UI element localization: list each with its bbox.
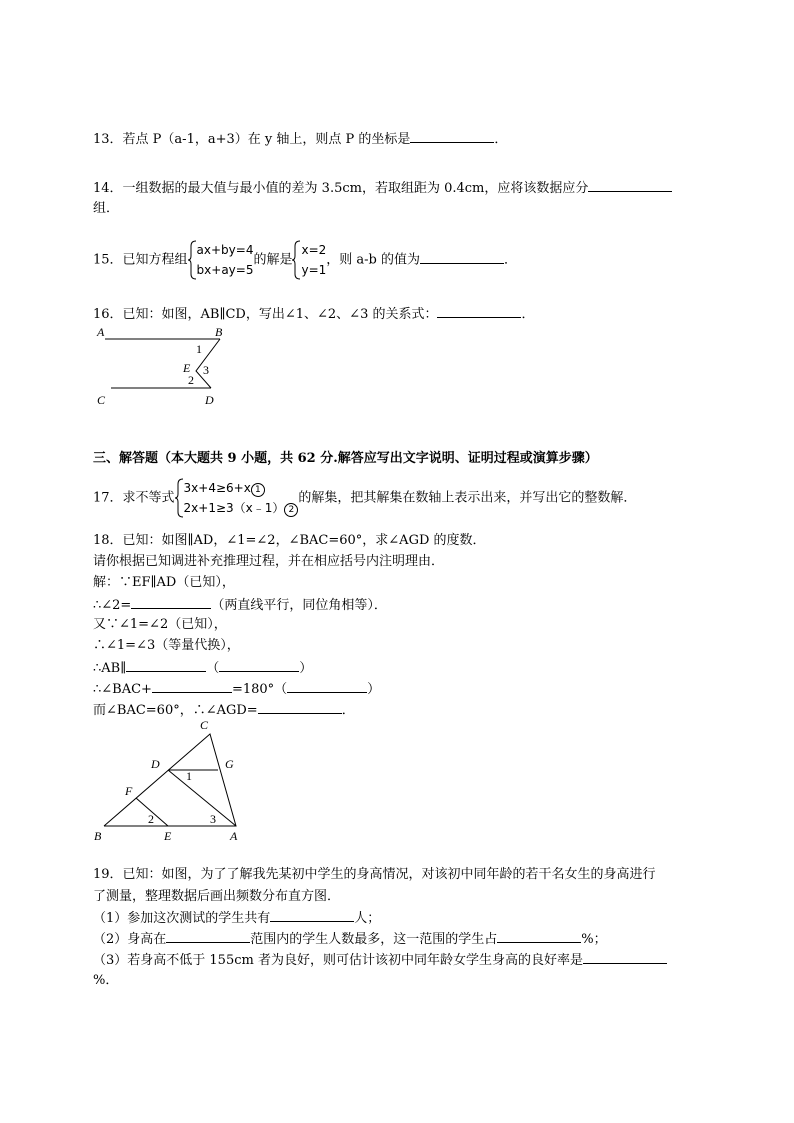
angle-3: 3 — [203, 363, 209, 377]
q14-answer-blank[interactable] — [588, 178, 672, 192]
label-G: G — [225, 757, 234, 771]
question-16: 16．已知：如图，AB∥CD，写出∠1、∠2、∠3 的关系式： ． — [93, 304, 535, 324]
q18-blank-5[interactable] — [287, 679, 367, 693]
q19-line2: 了测量，整理数据后画出频数分布直方图． — [93, 889, 341, 904]
q18-blank-4[interactable] — [152, 679, 232, 693]
q18-figure — [90, 716, 250, 846]
angle-3b: 3 — [210, 812, 216, 826]
q18-blank-2[interactable] — [126, 658, 206, 672]
label-D2: D — [151, 757, 160, 771]
q19-blank-2[interactable] — [166, 929, 250, 943]
q18-blank-3[interactable] — [219, 658, 299, 672]
q19-line4: （2）身高在 范围内的学生人数最多，这一范围的学生占 %； — [93, 929, 607, 949]
label-E2: E — [164, 829, 172, 843]
angle-2b: 2 — [148, 812, 154, 826]
question-14 — [93, 178, 672, 198]
q18-line8: ∴∠BAC+ =180°（ ） — [93, 679, 380, 699]
label-C2: C — [200, 718, 209, 732]
label-D: D — [205, 393, 214, 407]
circled-2: 2 — [284, 503, 298, 517]
angle-1: 1 — [196, 342, 202, 356]
q19-blank-1[interactable] — [270, 908, 354, 922]
section-3-heading: 三、解答题（本大题共 9 小题，共 62 分.解答应写出文字说明、证明过程或演算步骤） — [93, 451, 598, 466]
q19-line3: （1）参加这次测试的学生共有 人； — [93, 908, 380, 928]
q19-line1: 19．已知：如图，为了了解我先某初中学生的身高情况，对该初中同年龄的若干名女生的身高进行 — [93, 867, 656, 882]
q18-line3: 解：∵EF∥AD（已知）， — [93, 575, 235, 590]
label-A: A — [97, 325, 105, 339]
q13-answer-blank[interactable] — [410, 129, 494, 143]
q14-text: 14．一组数据的最大值与最小值的差为 3.5cm，若取组距为 0.4cm，应将该数据应分 — [93, 181, 589, 196]
q18-line4: ∴∠2= （两直线平行，同位角相等）． — [93, 595, 387, 615]
angle-2: 2 — [188, 373, 194, 387]
question-15: 15．已知方程组 ax+by=4 bx+ay=5 的解是 x=2 y=1 ，则 a-b 的值为 ． — [93, 240, 517, 280]
solution-system: x=2 y=1 — [292, 240, 326, 280]
inequality-system: 3x+4≥6+x 1 2x+1≥3（x﹣1） 2 — [175, 478, 299, 518]
q19-line6: %． — [93, 973, 119, 988]
q18-line2: 请你根据已知调进补充推理过程，并在相应括号内注明理由． — [93, 554, 445, 569]
q18-line6: ∴∠1=∠3（等量代换）， — [93, 638, 240, 653]
label-B2: B — [94, 829, 102, 843]
q16-answer-blank[interactable] — [437, 304, 521, 318]
q18-line5: 又∵∠1=∠2（已知）， — [93, 617, 227, 632]
label-C: C — [97, 393, 106, 407]
q16-figure — [93, 322, 233, 408]
q15-answer-blank[interactable] — [420, 250, 504, 264]
q18-line1: 18．已知：如图∥AD，∠1=∠2，∠BAC=60°，求∠AGD 的度数． — [93, 533, 486, 548]
question-17: 17．求不等式 3x+4≥6+x 1 2x+1≥3（x﹣1） 2 的解集，把其解集在数轴上表示出来，并写出它的整数解． — [93, 478, 636, 518]
q13-text: 13．若点 P（a-1，a+3）在 y 轴上，则点 P 的坐标是 — [93, 132, 411, 147]
question-13: 13．若点 P（a-1，a+3）在 y 轴上，则点 P 的坐标是 ． — [93, 129, 507, 149]
angle-1b: 1 — [186, 769, 192, 783]
q19-blank-4[interactable] — [583, 950, 667, 964]
label-F: F — [125, 784, 133, 798]
q18-blank-6[interactable] — [258, 700, 342, 714]
q14-line2: 组． — [93, 201, 120, 216]
circled-1: 1 — [251, 483, 265, 497]
label-E: E — [183, 361, 191, 375]
q18-line9: 而∠BAC=60°，∴∠AGD= ． — [93, 700, 355, 720]
q19-blank-3[interactable] — [497, 929, 581, 943]
label-A2: A — [230, 829, 238, 843]
label-B: B — [215, 325, 223, 339]
q18-line7: ∴AB∥ （ ） — [93, 658, 312, 678]
equation-system: ax+by=4 bx+ay=5 — [188, 240, 254, 280]
q18-blank-1[interactable] — [131, 595, 211, 609]
q19-line5: （3）若身高不低于 155cm 者为良好，则可估计该初中同年龄女学生身高的良好率是 — [93, 950, 667, 970]
